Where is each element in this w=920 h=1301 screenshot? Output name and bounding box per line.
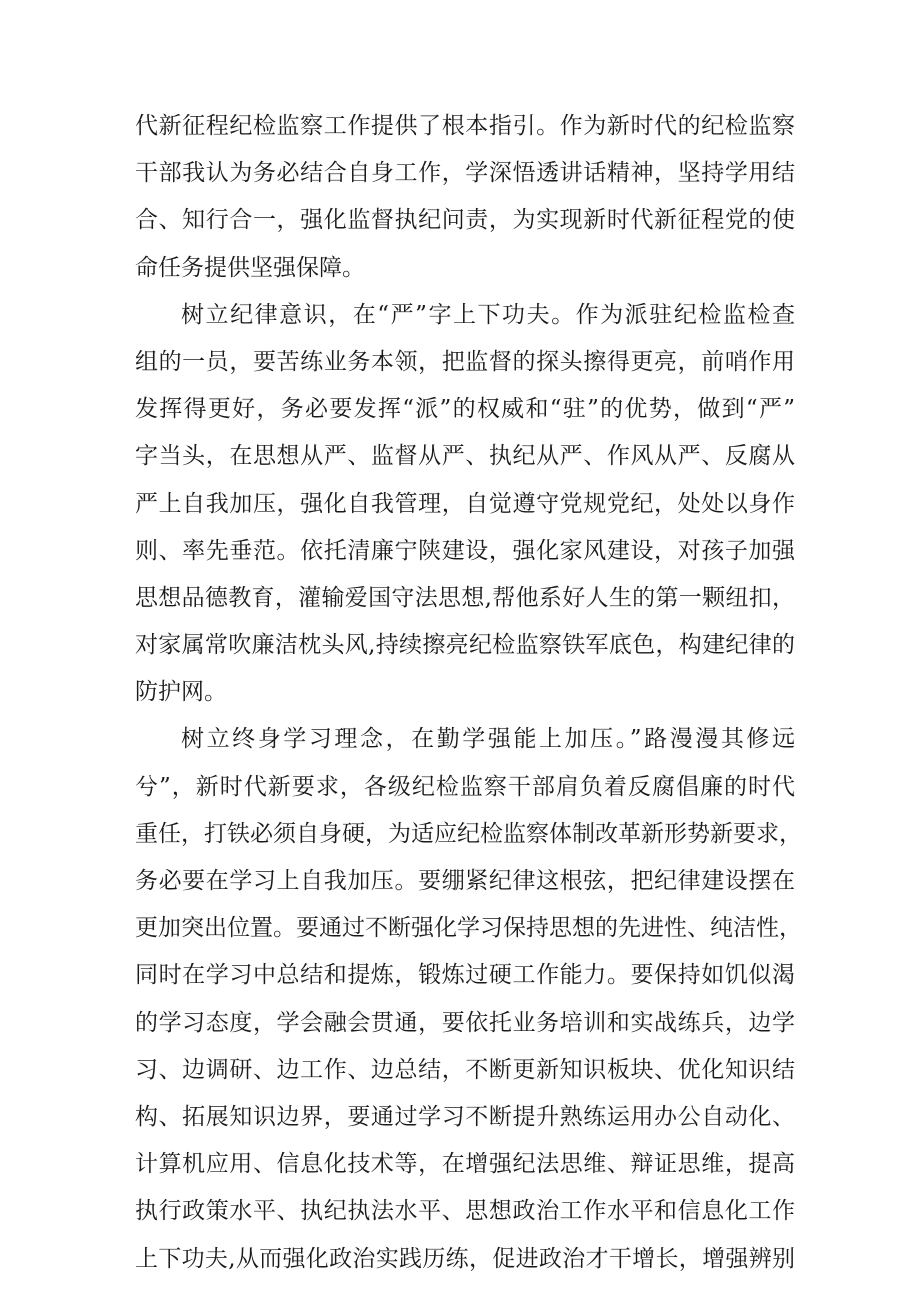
text-line: 干部我认为务必结合自身工作，学深悟透讲话精神，坚持学用结 [135, 160, 795, 187]
paragraph-discipline [135, 292, 795, 717]
text-line: 兮”，新时代新要求，各级纪检监察干部肩负着反腐倡廉的时代 [135, 773, 795, 800]
text-line: 代新征程纪检监察工作提供了根本指引。作为新时代的纪检监察 [135, 113, 795, 139]
text-line: 严上自我加压，强化自我管理，自觉遵守党规党纪，处处以身作 [135, 490, 795, 517]
text-line: 发挥得更好，务必要发挥“派”的权威和“驻”的优势，做到“严” [135, 396, 795, 423]
text-line: 更加突出位置。要通过不断强化学习保持思想的先进性、纯洁性， [135, 915, 802, 942]
text-line: 防护网。 [135, 679, 227, 706]
text-line: 构、拓展知识边界，要通过学习不断提升熟练运用办公自动化、 [135, 1103, 795, 1130]
text-line: 务必要在学习上自我加压。要绷紧纪律这根弦，把纪律建设摆在 [135, 868, 795, 894]
text-line: 命任务提供坚强保障。 [135, 254, 365, 281]
text-line: 对家属常吹廉洁枕头风,持续擦亮纪检监察铁军底色，构建纪律的 [135, 632, 795, 659]
text-line: 字当头，在思想从严、监督从严、执纪从严、作风从严、反腐从 [135, 443, 795, 470]
text-line: 上下功夫,从而强化政治实践历练，促进政治才干增长，增强辨别 [135, 1245, 795, 1272]
text-line: 计算机应用、信息化技术等，在增强纪法思维、辩证思维，提高 [135, 1151, 795, 1178]
text-line: 习、边调研、边工作、边总结，不断更新知识板块、优化知识结 [135, 1056, 795, 1083]
text-line: 合、知行合一，强化监督执纪问责，为实现新时代新征程党的使 [135, 207, 795, 234]
text-line: 组的一员，要苦练业务本领，把监督的探头擦得更亮，前哨作用 [135, 348, 795, 375]
paragraph-heading-line: 树立纪律意识，在“严”字上下功夫。作为派驻纪检监检查 [181, 301, 795, 328]
text-line: 同时在学习中总结和提炼，锻炼过硬工作能力。要保持如饥似渴 [135, 962, 795, 989]
paragraph-heading-line: 树立终身学习理念，在勤学强能上加压。”路漫漫其修远 [181, 726, 795, 753]
paragraph-learning [135, 716, 802, 1282]
text-line: 重任，打铁必须自身硬，为适应纪检监察体制改革新形势新要求， [135, 820, 802, 847]
text-line: 则、率先垂范。依托清廉宁陕建设，强化家风建设，对孩子加强 [135, 537, 795, 564]
text-line: 的学习态度，学会融会贯通，要依托业务培训和实战练兵，边学 [135, 1009, 795, 1036]
document-body [135, 103, 802, 1283]
paragraph-intro [135, 103, 795, 292]
text-line: 思想品德教育，灌输爱国守法思想,帮他系好人生的第一颗纽扣， [135, 584, 795, 611]
text-line: 执行政策水平、执纪执法水平、思想政治工作水平和信息化工作 [135, 1198, 795, 1225]
